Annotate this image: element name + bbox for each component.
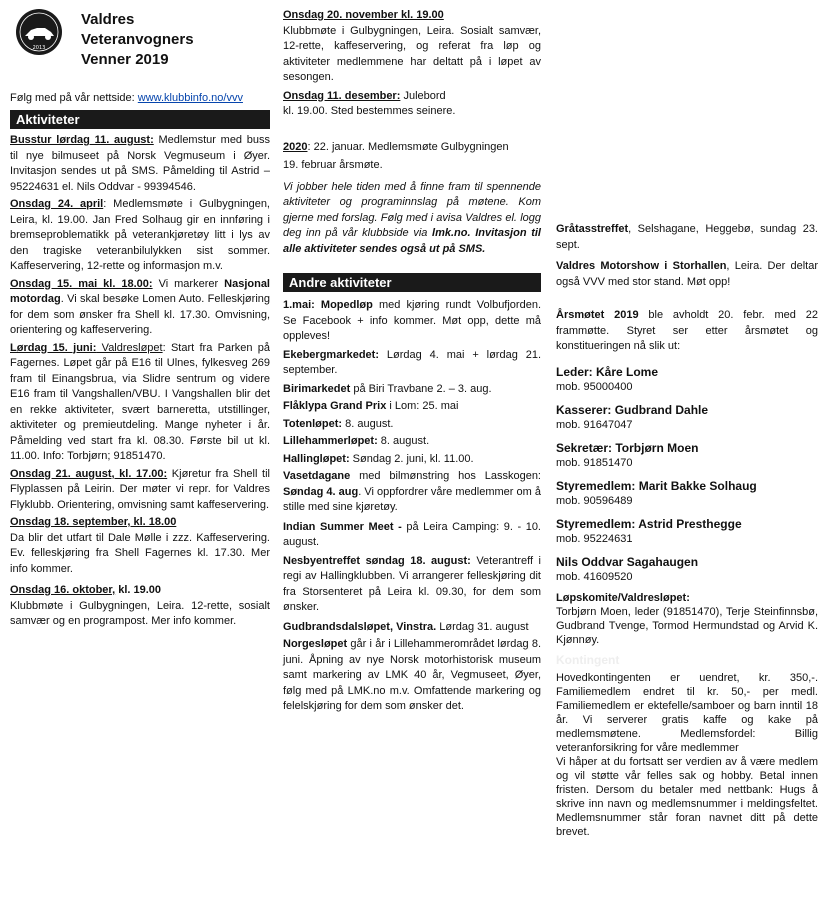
board-phone: mob. 95224631 (556, 532, 633, 545)
activity-onsdag-20-november: Onsdag 20. november kl. 19.00 Klubbmøte i Gulbygningen, Leira. Sosialt samvær, 12-rette, kaffeservering, og referat fra løp og aktiviteter medlemmene har deltatt på i løpet av sesongen. (283, 9, 541, 83)
activity-onsdag-21-august: Onsdag 21. august, kl. 17.00: Kjøretur fra Shell til Flyplassen på Leirin. Der møter vi repr. for Valdres Flyklubb. Orientering, omvisning samt kaffeservering. (10, 467, 270, 511)
board-phone: mob. 95000400 (556, 380, 633, 393)
board-role: Styremedlem: Astrid Presthegge (556, 516, 742, 531)
board-phone: mob. 91851470 (556, 456, 633, 469)
activity-indian-summer-meet: Indian Summer Meet - på Leira Camping: 9. - 10. august. (283, 520, 541, 548)
section-heading-andre-aktiviteter: Andre aktiviteter (283, 273, 541, 292)
info-note: Vi jobber hele tiden med å finne fram til spennende aktiviteter og programinnslag på møtene. Kom gjerne med forslag. Følg med i avisa Valdres el. logg deg inn på vår klubbside via lmk.no. Invitasjon til alle aktiviteter sendes også ut på SMS. (283, 180, 541, 255)
activity-onsdag-11-desember: Onsdag 11. desember: Julebord kl. 19.00. Sted bestemmes seinere. (283, 89, 456, 117)
board-phone: mob. 91647047 (556, 418, 633, 431)
activity-ekebergmarkedet: Ekebergmarkedet: Lørdag 4. mai + lørdag 21. september. (283, 348, 541, 376)
activity-busstur: Busstur lørdag 11. august: Medlemstur med buss til nye bilmuseet på Norsk Vegmuseum i Øyer. Invitasjon sendes ut på SMS. Påmelding til Astrid – 95224631 el. Nils Oddvar - 99394546. (10, 134, 271, 193)
board-role: Nils Oddvar Sagahaugen (556, 554, 699, 569)
board-list (556, 365, 818, 583)
activity-nesbyentreffet: Nesbyentreffet søndag 18. august: Veterantreff i regi av Hallingklubben. Vi arrangerer felleskjøring dit fra Storsenteret på Leira kl. 09.30, for dem som ønsker. (283, 554, 541, 613)
kontingent-heading: Kontingent (556, 652, 620, 667)
board-role: Sekretær: Torbjørn Moen (556, 440, 699, 455)
column-right (556, 0, 818, 839)
board-role: Kasserer: Gudbrand Dahle (556, 402, 709, 417)
activity-flaklypa: Flåklypa Grand Prix i Lom: 25. mai (283, 400, 459, 412)
follow-line: Følg med på vår nettside: www.klubbinfo.no/vvv (10, 92, 243, 104)
aarsmote-info: Årsmøtet 2019 ble avholdt 20. febr. med 22 frammøtte. Styret ser etter årsmøtet og konstitueringen nå slik ut: (556, 309, 818, 352)
activity-lordag-15-juni: Lørdag 15. juni: Valdresløpet: Start fra Parken på Fagernes. Løpet går på E16 til Ulnes, fylkesveg 269 fram til Einangsbrua, via Slidre sentrum og videre E16 fram til Vangshallen/VBU. I Vangshallen blir det en rekke aktiviteter, svært barneretta, utstillinger, aktiviteter og premieutdeling. Mange nyheter i år. Påmelding ved start fra kl. 08.30. Første bil ut kl. 11.00. Info: Torbjørn; 91851470. (10, 341, 270, 462)
activity-valdres-motorshow: Valdres Motorshow i Storhallen, Leira. Der deltar også VVV med stor stand. Møt opp! (556, 260, 819, 288)
kontingent-text: Hovedkontingenten er uendret, kr. 350,-. Familiemedlem endret til kr. 50,- per medl. Familiemedlem er ektefelle/samboer og barn inntil 18 år. Vi serverer gratis kaffe og kake på medlemsmøtene. Medlemsfordel: Billig veteranforsikring for våre medlemmer Vi håper at du fortsatt ser verdien av å være medlem og vil støtte vår felles sak og hobby. Betal innen fristen. Dersom du betaler med nettbank: Hugs å skrive inn navn og medlemsnummer i meldingsfeltet. Medlemsnummer står foran navnet ditt på dette brevet. (556, 671, 818, 838)
activity-lillehammerlopet: Lillehammerløpet: 8. august. (283, 435, 430, 447)
board-role: Styremedlem: Marit Bakke Solhaug (556, 478, 757, 493)
masthead (10, 0, 270, 70)
club-logo-icon (15, 8, 63, 56)
activity-hallinglopet: Hallingløpet: Søndag 2. juni, kl. 11.00. (283, 452, 474, 465)
activity-vasetdagane: Vasetdagane med bilmønstring hos Lasskogen: Søndag 4. aug. Vi oppfordrer våre medlemmer om å stille med sine kjøretøy. (283, 470, 541, 513)
activity-onsdag-18-september: Onsdag 18. september, kl. 18.00 Da blir det utfart til Dale Mølle i zzz. Kaffeservering. Ev. felleskjøring fra Shell Fagernes kl. 17.30. Mer info kommer. (10, 516, 270, 575)
board-phone: mob. 41609520 (556, 570, 633, 583)
activity-onsdag-24-april: Onsdag 24. april: Medlemsmøte i Gulbygningen, Leira, kl. 19.00. Jan Fred Solhaug gir en innføring i bremseproblematikk på veterankjøretøy litt i lys av den tragiske veteranbilulykken sist sommer. Kaffeservering, 12-rette og informasjon m.v. (10, 198, 270, 272)
activity-birimarkedet: Birimarkedet på Biri Travbane 2. – 3. aug. (283, 382, 492, 395)
activity-mopedlop: 1.mai: Mopedløp med kjøring rundt Volbufjorden. Se Facebook + info kommer. Møt opp, dette må oppleves! (283, 299, 541, 342)
activity-totenlopet: Totenløpet: 8. august. (283, 417, 394, 430)
newsletter-title: Valdres Veteranvogners Venner 2019 (81, 11, 194, 68)
website-link[interactable]: www.klubbinfo.no/vvv (137, 92, 243, 104)
section-heading-aktiviteter: Aktiviteter (10, 110, 270, 129)
activity-gratasstreffet: Gråtasstreffet, Selshagane, Heggebø, sundag 23. sept. (556, 223, 818, 251)
svg-text:2013: 2013 (32, 45, 46, 51)
board-role: Leder: Kåre Lome (556, 364, 659, 379)
activity-norgeslopet: Norgesløpet går i år i Lillehammerområdet lørdag 8. juni. Åpning av nye Norsk motorhistorisk museum samt markering av LMK 40 år, Vegmuseet, Øyer, følg med på LMK.no m.v. Omfattende markering og felelskjøring for dem som ønsker det. (283, 638, 541, 712)
activity-gudbrandsdalslopet: Gudbrandsdalsløpet, Vinstra. Lørdag 31. august (283, 620, 529, 633)
column-left (10, 0, 270, 630)
lopskomite: Løpskomite/Valdresløpet: Torbjørn Moen, leder (91851470), Terje Steinfinnsbø, Gudbrand Tvenge, Tormod Hermundstad og Arvid K. Kjønnøy. (556, 591, 818, 646)
board-phone: mob. 90596489 (556, 494, 633, 507)
activity-onsdag-15-mai: Onsdag 15. mai kl. 18.00: Vi markerer Nasjonal motordag. Vi skal besøke Lomen Auto. Felleskjøring for dem som ønsker fra Shell kl. 17.30. Omvisning, orientering og kaffeservering. (10, 277, 270, 336)
schedule-2020: 2020: 22. januar. Medlemsmøte Gulbygningen 19. februar årsmøte. (283, 140, 509, 171)
column-middle (283, 0, 541, 715)
activity-onsdag-16-oktober: Onsdag 16. oktober, kl. 19.00 Klubbmøte i Gulbygningen, Leira. 12-rette, sosialt samvær og en programpost. Mer info kommer. (10, 584, 270, 627)
